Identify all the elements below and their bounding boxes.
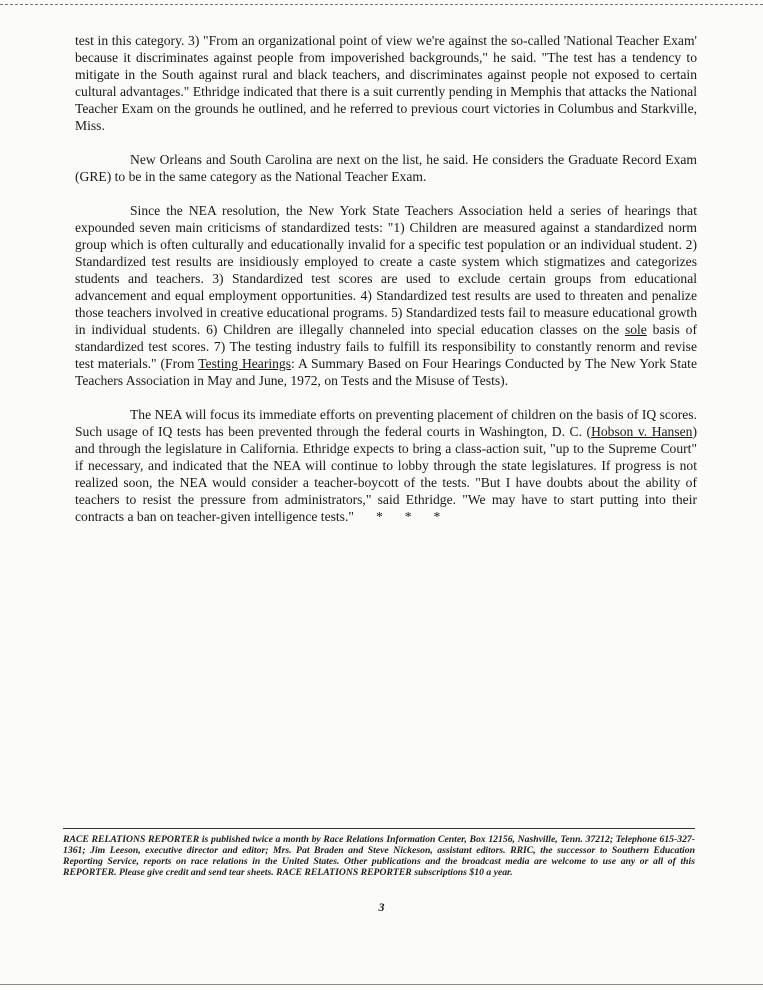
footer-divider	[63, 828, 695, 829]
paragraph-3	[75, 202, 697, 389]
star-2: *	[404, 509, 412, 524]
article-body	[75, 32, 697, 525]
paragraph-3-text-b: basis of standardized test scores. 7) The testing industry fails to fulfill its responsibility to constantly renorm and revise test materials." (From	[75, 322, 697, 371]
paragraph-3-text-c: : A Summary Based on Four Hearings Conducted by The New York State Teachers Association in May and June, 1972, on Tests and the Misuse of Tests).	[75, 356, 697, 388]
paragraph-4	[75, 406, 697, 525]
star-3: *	[433, 509, 441, 524]
end-of-article-stars	[354, 509, 440, 524]
citation-title: Testing Hearings	[198, 356, 292, 371]
top-edge-rule	[0, 4, 763, 5]
emphasis-sole: sole	[624, 322, 647, 337]
paragraph-2: New Orleans and South Carolina are next on the list, he said. He considers the Graduate Record Exam (GRE) to be in the same category as the National Teacher Exam.	[75, 152, 697, 184]
paragraph-4-text-b: ) and through the legislature in California. Ethridge expects to bring a class-action suit, "up to the Supreme Court" if necessary, and indicated that the NEA will continue to lobby through the state legislatures. If progress is not realized soon, the NEA would consider a teacher-boycott of the tests. "But I have doubts about the ability of teachers to resist the pressure from administrators," said Ethridge. "We may have to start putting into their contracts a ban on teacher-given intelligence tests."	[75, 424, 698, 524]
paragraph-4-text-a: The NEA will focus its immediate efforts on preventing placement of children on the basis of IQ scores. Such usage of IQ tests has been prevented through the federal courts in Washington, D. C. (	[75, 407, 697, 439]
publication-footer: RACE RELATIONS REPORTER is published twice a month by Race Relations Information Center, Box 12156, Nashville, Tenn. 37212; Telephone 615-327-1361; Jim Leeson, executive director and editor; Mrs. Pat Braden and Steve Nickeson, assistant editors. RRIC, the successor to Southern Education Reporting Service, reports on race relations in the United States. Other publications and the broadcast media are welcome to use any or all of this REPORTER. Please give credit and send tear sheets. RACE RELATIONS REPORTER subscriptions $10 a year.	[63, 834, 695, 878]
paragraph-1: test in this category. 3) "From an organizational point of view we're against the so-called 'National Teacher Exam' because it discriminates against people from impoverished backgrounds," he said. "The test has a tendency to mitigate in the South against rural and black teachers, and discriminates against people not exposed to certain cultural advantages." Ethridge indicated that there is a suit currently pending in Memphis that attacks the National Teacher Exam on the grounds he outlined, and he referred to previous court victories in Columbus and Starkville, Miss.	[75, 33, 697, 133]
bottom-edge-rule	[0, 984, 763, 985]
case-citation: Hobson v. Hansen	[591, 424, 693, 439]
paragraph-3-text-a: Since the NEA resolution, the New York State Teachers Association held a series of hearings that expounded seven main criticisms of standardized tests: "1) Children are measured against a standardized norm group which is often culturally and educationally invalid for a specific test population or an individual student. 2) Standardized test results are insidiously employed to create a caste system which stigmatizes and categorizes students and teachers. 3) Standardized test scores are used to exclude certain groups from educational advancement and equal employment opportunities. 4) Standardized test results are used to threaten and penalize those teachers involved in creative educational programs. 5) Standardized tests fail to measure educational growth in individual students. 6) Children are illegally channeled into special education classes on the	[75, 203, 697, 337]
page-number: 3	[378, 900, 385, 914]
star-1: *	[375, 509, 383, 524]
